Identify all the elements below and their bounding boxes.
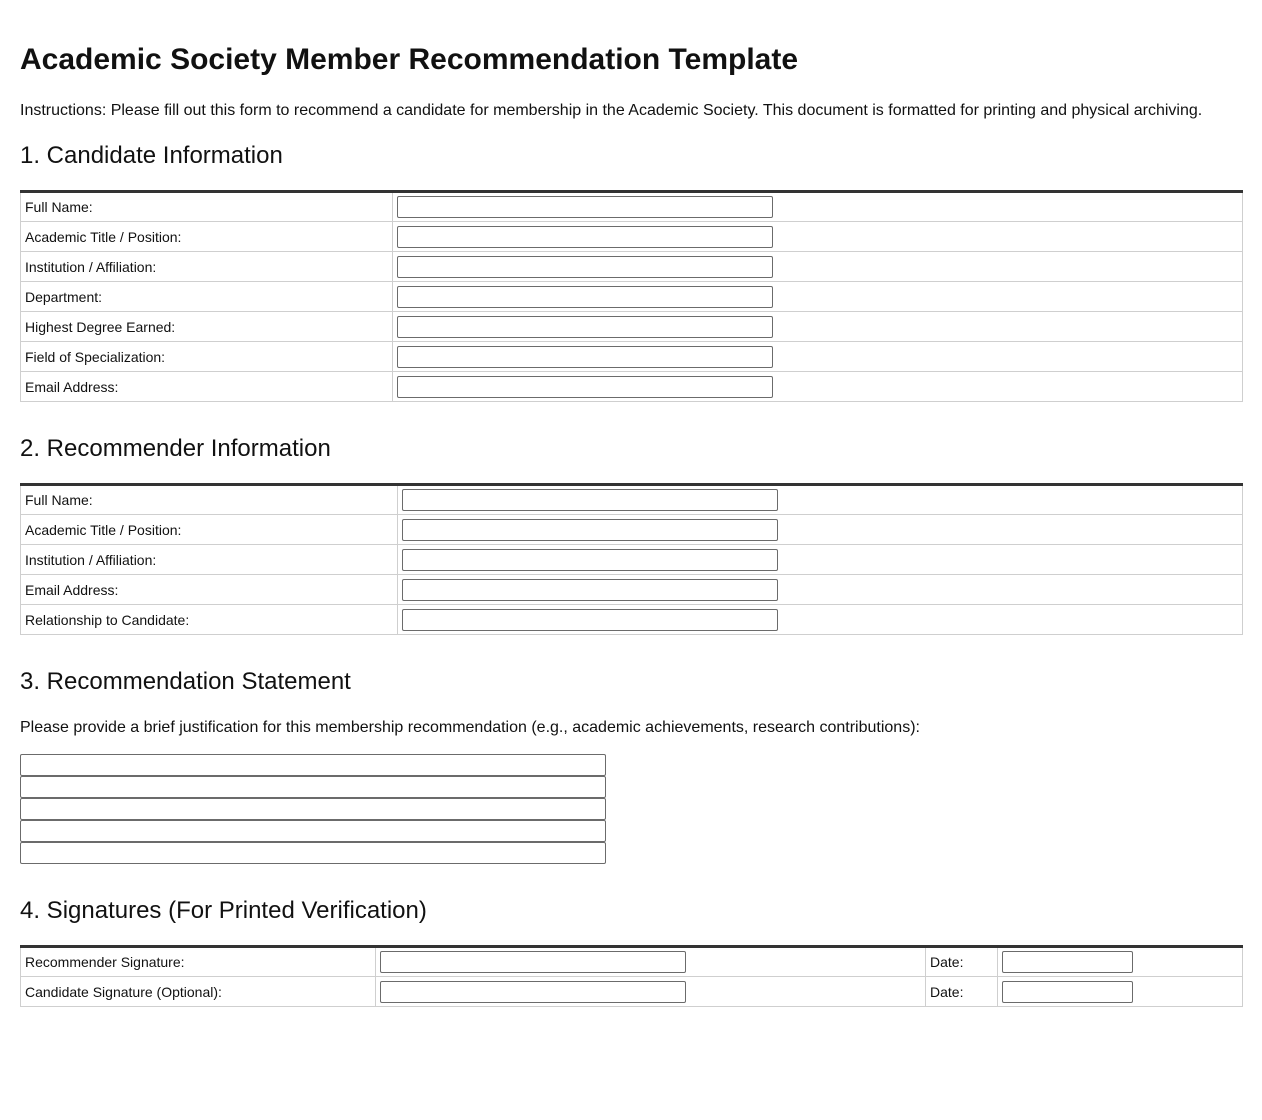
field-label: Department:: [21, 282, 393, 312]
candidate-department-field[interactable]: [397, 286, 773, 308]
table-row: [21, 947, 1243, 977]
signatures-table: [20, 945, 1243, 1007]
candidate-date-field[interactable]: [1002, 981, 1133, 1003]
table-row: [21, 545, 1243, 575]
field-label: Highest Degree Earned:: [21, 312, 393, 342]
statement-line-field[interactable]: [20, 798, 606, 820]
recommender-date-field[interactable]: [1002, 951, 1133, 973]
table-row: [21, 575, 1243, 605]
table-row: [21, 342, 1243, 372]
table-row: [21, 312, 1243, 342]
recommender-institution-field[interactable]: [402, 549, 778, 571]
field-label: Candidate Signature (Optional):: [21, 977, 376, 1007]
candidate-specialization-field[interactable]: [397, 346, 773, 368]
field-label: Full Name:: [21, 192, 393, 222]
candidate-info-table: [20, 190, 1243, 402]
table-row: [21, 282, 1243, 312]
statement-line-field[interactable]: [20, 754, 606, 776]
table-row: [21, 977, 1243, 1007]
recommender-title-field[interactable]: [402, 519, 778, 541]
statement-line-field[interactable]: [20, 776, 606, 798]
recommender-email-field[interactable]: [402, 579, 778, 601]
field-label: Field of Specialization:: [21, 342, 393, 372]
table-row: [21, 605, 1243, 635]
table-row: [21, 192, 1243, 222]
recommender-signature-field[interactable]: [380, 951, 686, 973]
signatures-section-heading: 4. Signatures (For Printed Verification): [20, 897, 427, 924]
statement-line-field[interactable]: [20, 820, 606, 842]
table-row: [21, 252, 1243, 282]
statement-lines: [20, 754, 606, 864]
field-label: Institution / Affiliation:: [21, 545, 398, 575]
field-label: Relationship to Candidate:: [21, 605, 398, 635]
candidate-section-heading: 1. Candidate Information: [20, 142, 283, 169]
date-label: Date:: [926, 947, 998, 977]
instructions-text: Instructions: Please fill out this form to recommend a candidate for membership in the Academic Society. This document is formatted for printing and physical archiving.: [20, 102, 1203, 119]
candidate-full-name-field[interactable]: [397, 196, 773, 218]
table-row: [21, 515, 1243, 545]
recommender-full-name-field[interactable]: [402, 489, 778, 511]
candidate-title-field[interactable]: [397, 226, 773, 248]
field-label: Academic Title / Position:: [21, 515, 398, 545]
field-label: Recommender Signature:: [21, 947, 376, 977]
recommender-relationship-field[interactable]: [402, 609, 778, 631]
candidate-degree-field[interactable]: [397, 316, 773, 338]
statement-section-heading: 3. Recommendation Statement: [20, 668, 351, 695]
candidate-institution-field[interactable]: [397, 256, 773, 278]
document-title: Academic Society Member Recommendation Template: [20, 43, 799, 76]
table-row: [21, 485, 1243, 515]
field-label: Email Address:: [21, 372, 393, 402]
statement-prompt: Please provide a brief justification for this membership recommendation (e.g., academic achievements, research contributions):: [20, 719, 920, 736]
recommender-info-table: [20, 483, 1243, 635]
table-row: [21, 222, 1243, 252]
table-row: [21, 372, 1243, 402]
field-label: Academic Title / Position:: [21, 222, 393, 252]
field-label: Full Name:: [21, 485, 398, 515]
field-label: Email Address:: [21, 575, 398, 605]
candidate-email-field[interactable]: [397, 376, 773, 398]
recommender-section-heading: 2. Recommender Information: [20, 435, 331, 462]
date-label: Date:: [926, 977, 998, 1007]
field-label: Institution / Affiliation:: [21, 252, 393, 282]
statement-line-field[interactable]: [20, 842, 606, 864]
candidate-signature-field[interactable]: [380, 981, 686, 1003]
